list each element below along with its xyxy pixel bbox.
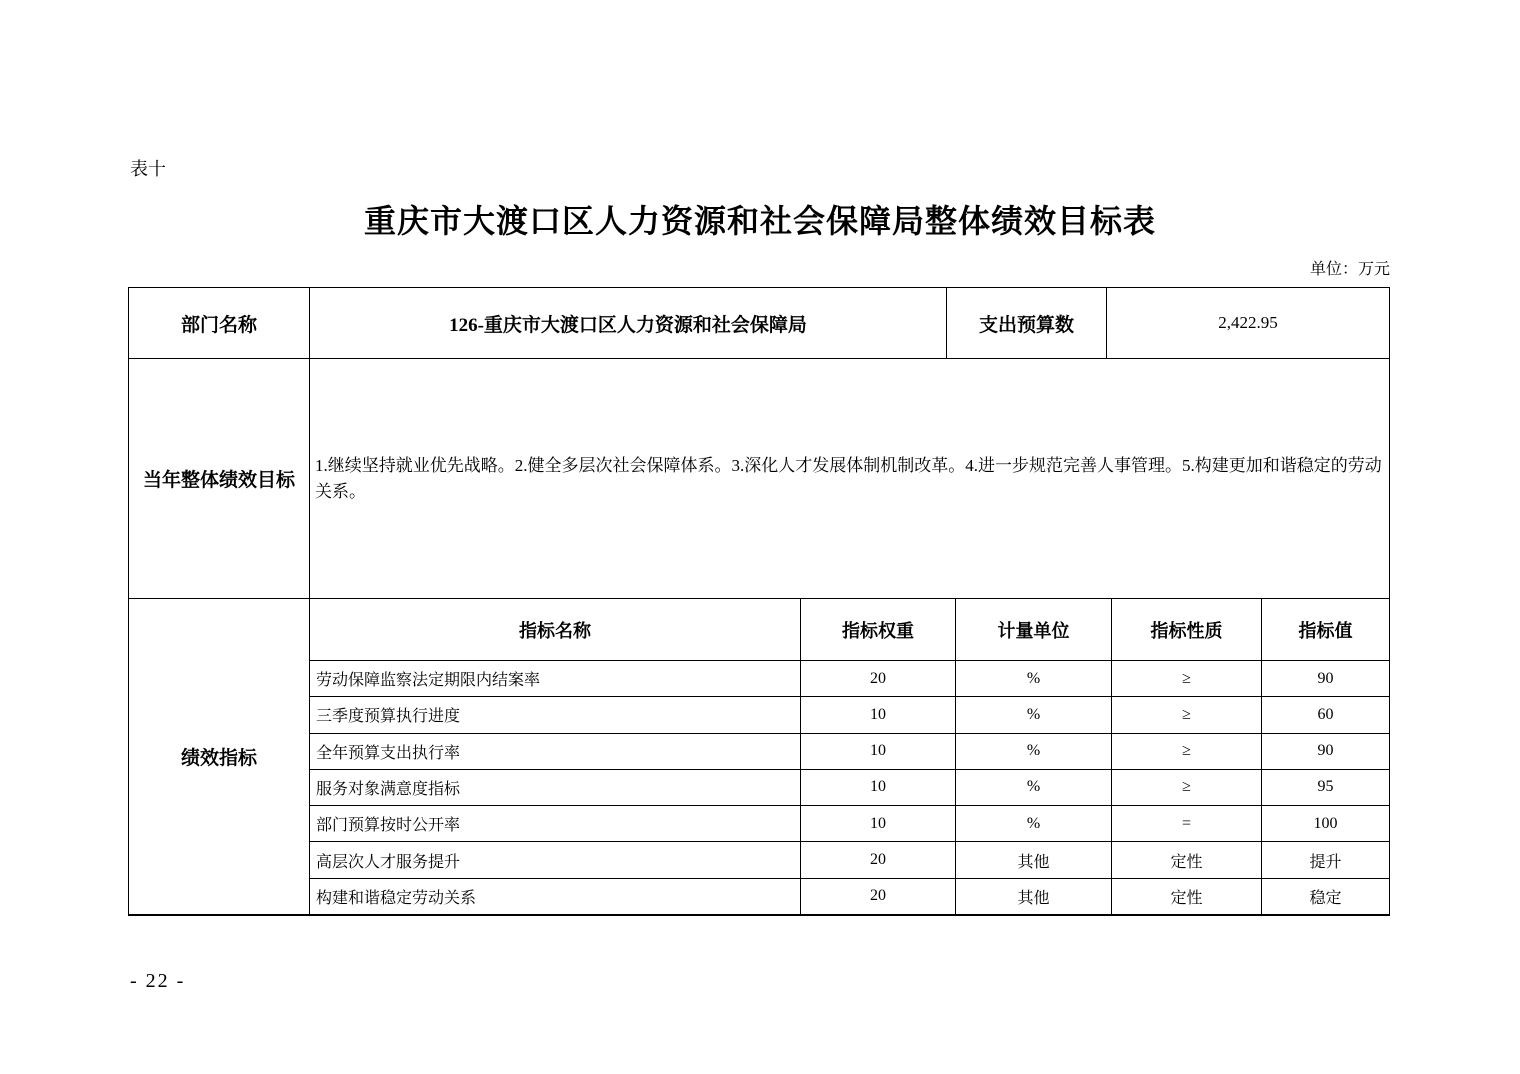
indicator-name-cell: 服务对象满意度指标 xyxy=(316,780,461,798)
unit-label: 单位：万元 xyxy=(1309,261,1390,278)
expenditure-budget-label: 支出预算数 xyxy=(946,288,1106,358)
indicator-unit-cell: 其他 xyxy=(955,879,1111,914)
indicator-table-row xyxy=(310,841,1389,877)
indicator-value-cell: 60 xyxy=(1261,697,1389,732)
indicator-nature-cell: ≥ xyxy=(1111,697,1261,732)
indicator-weight-cell: 10 xyxy=(800,734,955,769)
indicator-nature-cell: ≥ xyxy=(1111,734,1261,769)
indicator-nature-cell: = xyxy=(1111,806,1261,841)
indicator-weight-cell: 20 xyxy=(800,661,955,696)
indicators-row xyxy=(129,598,1389,914)
indicator-value-cell: 提升 xyxy=(1261,842,1389,877)
indicator-nature-cell: 定性 xyxy=(1111,879,1261,914)
department-name-label: 部门名称 xyxy=(180,314,257,336)
indicator-weight-cell: 10 xyxy=(800,770,955,805)
indicator-value-cell: 90 xyxy=(1261,661,1389,696)
indicator-name-cell: 劳动保障监察法定期限内结案率 xyxy=(316,672,541,690)
page-title: 重庆市大渡口区人力资源和社会保障局整体绩效目标表 xyxy=(363,203,1156,239)
indicator-table-row xyxy=(310,733,1389,769)
indicator-unit-cell: % xyxy=(955,806,1111,841)
indicator-nature-cell: ≥ xyxy=(1111,770,1261,805)
indicator-value-cell: 稳定 xyxy=(1261,879,1389,914)
indicator-name-cell: 全年预算支出执行率 xyxy=(316,744,461,762)
indicator-table-row xyxy=(310,805,1389,841)
indicator-nature-cell: ≥ xyxy=(1111,661,1261,696)
indicator-unit-cell: 其他 xyxy=(955,842,1111,877)
indicator-name-cell: 高层次人才服务提升 xyxy=(316,853,461,871)
header-indicator-value: 指标值 xyxy=(1261,599,1389,660)
indicator-name-cell: 部门预算按时公开率 xyxy=(316,817,461,835)
indicators-header-row xyxy=(310,599,1389,660)
page-number: - 22 - xyxy=(130,970,186,992)
department-name-value: 126-重庆市大渡口区人力资源和社会保障局 xyxy=(309,288,946,358)
indicator-value-cell: 95 xyxy=(1261,770,1389,805)
indicator-unit-cell: % xyxy=(955,661,1111,696)
indicator-unit-cell: % xyxy=(955,770,1111,805)
performance-target-table xyxy=(128,287,1390,916)
indicator-table-row xyxy=(310,660,1389,696)
expenditure-budget-value: 2,422.95 xyxy=(1106,288,1389,358)
indicators-subtable xyxy=(309,599,1389,914)
header-indicator-weight: 指标权重 xyxy=(800,599,955,660)
indicator-name-cell: 构建和谐稳定劳动关系 xyxy=(316,889,477,907)
indicators-label: 绩效指标 xyxy=(180,748,257,769)
department-row xyxy=(129,288,1389,358)
annual-goals-text: 1.继续坚持就业优先战略。2.健全多层次社会保障体系。3.深化人才发展体制机制改革。4.进一步规范完善人事管理。5.构建更加和谐稳定的劳动关系。 xyxy=(309,359,1389,598)
indicator-weight-cell: 20 xyxy=(800,842,955,877)
annual-goals-label: 当年整体绩效目标 xyxy=(142,470,295,491)
indicator-weight-cell: 20 xyxy=(800,879,955,914)
indicator-weight-cell: 10 xyxy=(800,806,955,841)
indicator-nature-cell: 定性 xyxy=(1111,842,1261,877)
header-measure-unit: 计量单位 xyxy=(955,599,1111,660)
indicator-value-cell: 90 xyxy=(1261,734,1389,769)
header-indicator-nature: 指标性质 xyxy=(1111,599,1261,660)
indicator-unit-cell: % xyxy=(955,734,1111,769)
table-number-label: 表十 xyxy=(130,159,166,179)
indicator-name-cell: 三季度预算执行进度 xyxy=(316,708,461,726)
header-indicator-name: 指标名称 xyxy=(519,620,591,641)
indicator-table-row xyxy=(310,696,1389,732)
indicator-table-row xyxy=(310,769,1389,805)
indicator-unit-cell: % xyxy=(955,697,1111,732)
annual-goals-row xyxy=(129,358,1389,598)
indicator-weight-cell: 10 xyxy=(800,697,955,732)
indicator-table-row xyxy=(310,878,1389,914)
indicator-value-cell: 100 xyxy=(1261,806,1389,841)
